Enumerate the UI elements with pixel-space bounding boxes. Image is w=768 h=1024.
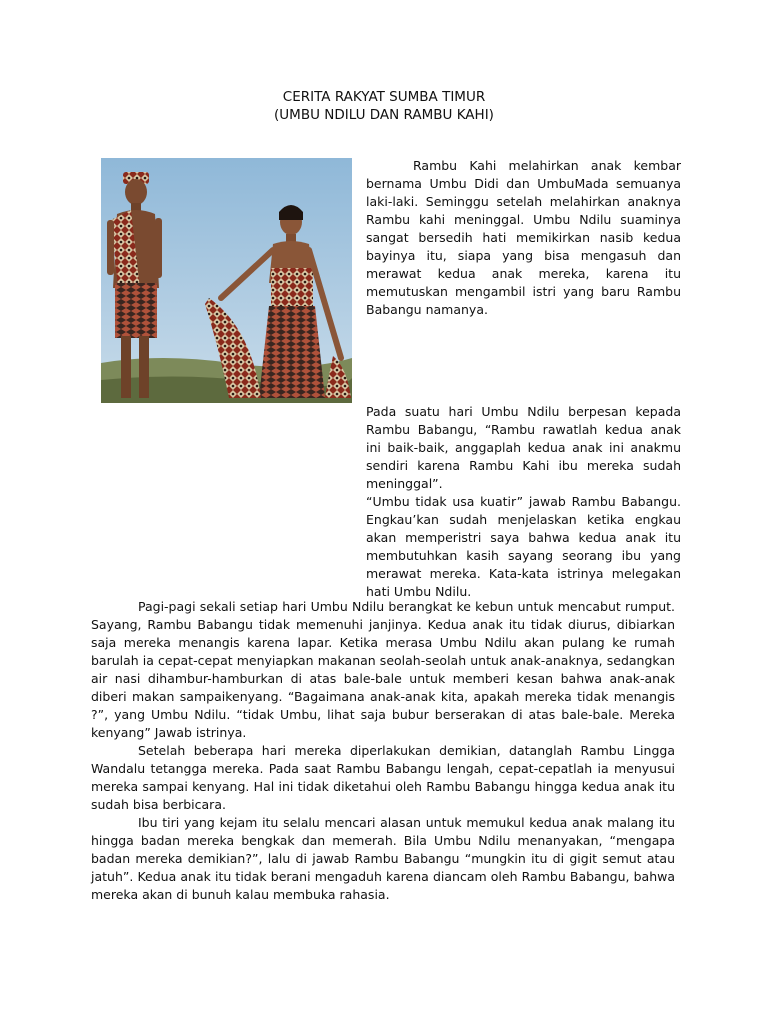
story-photo [101, 158, 352, 403]
right-column-bottom [366, 403, 681, 601]
full-width-body [91, 598, 675, 904]
title-line-2: (UMBU NDILU DAN RAMBU KAHI) [274, 107, 494, 123]
photo-couple-traditional-sumba-costume [101, 158, 352, 403]
paragraph-3: “Umbu tidak usa kuatir” jawab Rambu Babangu. Engkau’kan sudah menjelaskan ketika engkau akan memperistri saya bahwa kedua anak itu membutuhkan kasih sayang seorang ibu yang merawat mereka. Kata-kata istrinya melegakan hati Umbu Ndilu. [366, 494, 681, 599]
paragraph-2: Pada suatu hari Umbu Ndilu berpesan kepada Rambu Babangu, “Rambu rawatlah kedua anak ini baik-baik, anggaplah kedua anak ini anakmu sendiri karena Rambu Kahi ibu mereka sudah meninggal”. [366, 404, 681, 491]
paragraph-1: Rambu Kahi melahirkan anak kembar bernama Umbu Didi dan UmbuMada semuanya laki-laki. Seminggu setelah melahirkan anaknya Rambu kahi meninggal. Umbu Ndilu suaminya sangat bersedih hati memikirkan nasib kedua bayinya itu, siapa yang bisa mengasuh dan merawat kedua anak mereka, karena itu memutuskan mengambil istri yang baru Rambu Babangu namanya. [366, 158, 681, 317]
title-line-1: CERITA RAKYAT SUMBA TIMUR [282, 89, 486, 105]
right-column-top [366, 157, 681, 319]
document-title [0, 88, 768, 124]
paragraph-5: Setelah beberapa hari mereka diperlakukan demikian, datanglah Rambu Lingga Wandalu tetangga mereka. Pada saat Rambu Babangu lengah, cepat-cepatlah ia menyusui mereka sampai kenyang. Hal ini tidak diketahui oleh Rambu Babangu hingga kedua anak itu sudah bisa berbicara. [91, 743, 675, 812]
paragraph-4: Pagi-pagi sekali setiap hari Umbu Ndilu berangkat ke kebun untuk mencabut rumput. Sayang, Rambu Babangu tidak memenuhi janjinya. Kedua anak itu tidak diurus, dibiarkan saja mereka menangis karena lapar. Ketika merasa Umbu Ndilu akan pulang ke rumah barulah ia cepat-cepat menyiapkan makanan seolah-seolah untuk anak-anaknya, sedangkan air nasi dihambur-hamburkan di atas bale-bale untuk memberi kesan bahwa anak-anak diberi makan sampaikenyang. “Bagaimana anak-anak kita, apakah mereka tidak menangis ?”, yang Umbu Ndilu. “tidak Umbu, lihat saja bubur berserakan di atas bale-bale. Mereka kenyang” Jawab istrinya. [91, 599, 675, 740]
paragraph-6: Ibu tiri yang kejam itu selalu mencari alasan untuk memukul kedua anak malang itu hingga badan mereka bengkak dan memerah. Bila Umbu Ndilu menanyakan, “mengapa badan mereka demikian?”, lalu di jawab Rambu Babangu “mungkin itu di gigit semut atau jatuh”. Kedua anak itu tidak berani mengaduh karena diancam oleh Rambu Babangu, bahwa mereka akan di bunuh kalau membuka rahasia. [91, 815, 675, 902]
